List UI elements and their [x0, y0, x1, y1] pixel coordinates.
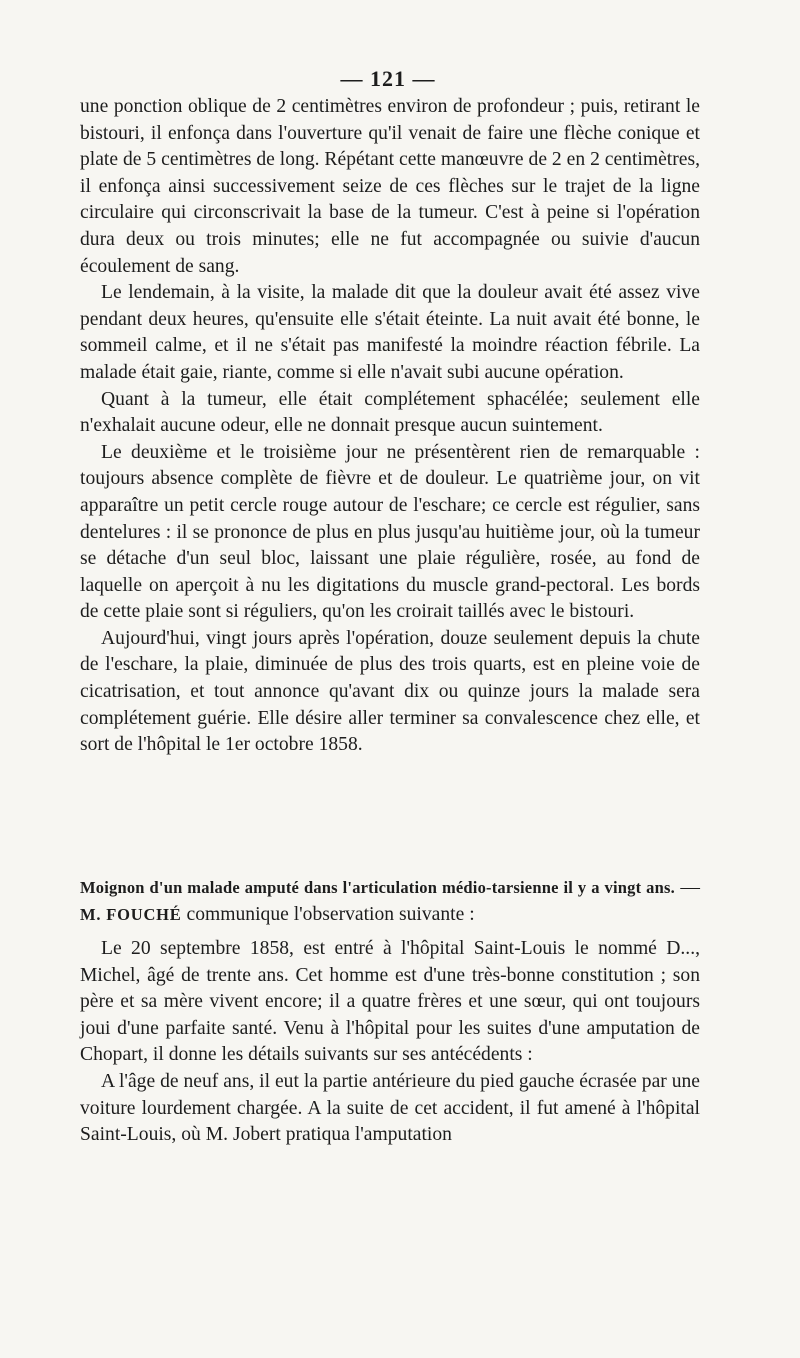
paragraph: Quant à la tumeur, elle était complétement sphacélée; seulement elle n'exhalait aucune odeur, elle ne donnait presque aucun suintement.: [80, 388, 700, 437]
heading-dash: —: [674, 877, 700, 898]
section-heading: [80, 874, 700, 928]
heading-intro: communique l'observation suivante :: [181, 904, 475, 925]
page-number: — 121 —: [340, 66, 436, 91]
author-name: M. FOUCHÉ: [80, 905, 182, 924]
body-text-section-2: [80, 936, 700, 1149]
paragraph: A l'âge de neuf ans, il eut la partie antérieure du pied gauche écrasée par une voiture lourdement chargée. A la suite de cet accident, il fut amené à l'hôpital Saint-Louis, où M. Jobert pratiqua l'amputation: [80, 1070, 700, 1146]
paragraph: Le deuxième et le troisième jour ne présentèrent rien de remarquable : toujours absence complète de fièvre et de douleur. Le quatrième jour, on vit apparaître un petit cercle rouge autour de l'eschare; ce cercle est régulier, sans dentelures : il se prononce de plus en plus jusqu'au huitième jour, où la tumeur se détache d'un seul bloc, laissant une plaie régulière, rosée, au fond de laquelle on aperçoit à nu les digitations du muscle grand-pectoral. Les bords de cette plaie sont si réguliers, qu'on les croirait taillés avec le bistouri.: [80, 441, 700, 623]
paragraph: Le 20 septembre 1858, est entré à l'hôpital Saint-Louis le nommé D..., Michel, âgé de trente ans. Cet homme est d'une très-bonne constitution ; son père et sa mère vivent encore; il a quatre frères et une sœur, qui ont toujours joui d'une parfaite santé. Venu à l'hôpital pour les suites d'une amputation de Chopart, il donne les détails suivants sur ses antécédents :: [80, 938, 700, 1066]
paragraph: Le lendemain, à la visite, la malade dit que la douleur avait été assez vive pendant deux heures, qu'ensuite elle s'était éteinte. La nuit avait été bonne, le sommeil calme, et il ne s'était pas manifesté la moindre réaction fébrile. La malade était gaie, riante, comme si elle n'avait subi aucune opération.: [80, 282, 700, 383]
body-text-section-1: [80, 94, 700, 759]
paragraph: une ponction oblique de 2 centimètres environ de profondeur ; puis, retirant le bistouri, il enfonça dans l'ouverture qu'il venait de faire une flèche conique et plate de 5 centimètres de long. Répétant cette manœuvre de 2 en 2 centimètres, il enfonça ainsi successivement seize de ces flèches sur le trajet de la ligne circulaire qui circonscrivait la base de la tumeur. C'est à peine si l'opération dura deux ou trois minutes; elle ne fut accompagnée ou suivie d'aucun écoulement de sang.: [80, 96, 700, 277]
paragraph: Aujourd'hui, vingt jours après l'opération, douze seulement depuis la chute de l'eschare, la plaie, diminuée de plus des trois quarts, est en pleine voie de cicatrisation, et tout annonce qu'avant dix ou quinze jours la malade sera complétement guérie. Elle désire aller terminer sa convalescence chez elle, et sort de l'hôpital le 1er octobre 1858.: [80, 627, 700, 756]
section-title: Moignon d'un malade amputé dans l'articulation médio-tarsienne il y a vingt ans.: [80, 878, 675, 897]
